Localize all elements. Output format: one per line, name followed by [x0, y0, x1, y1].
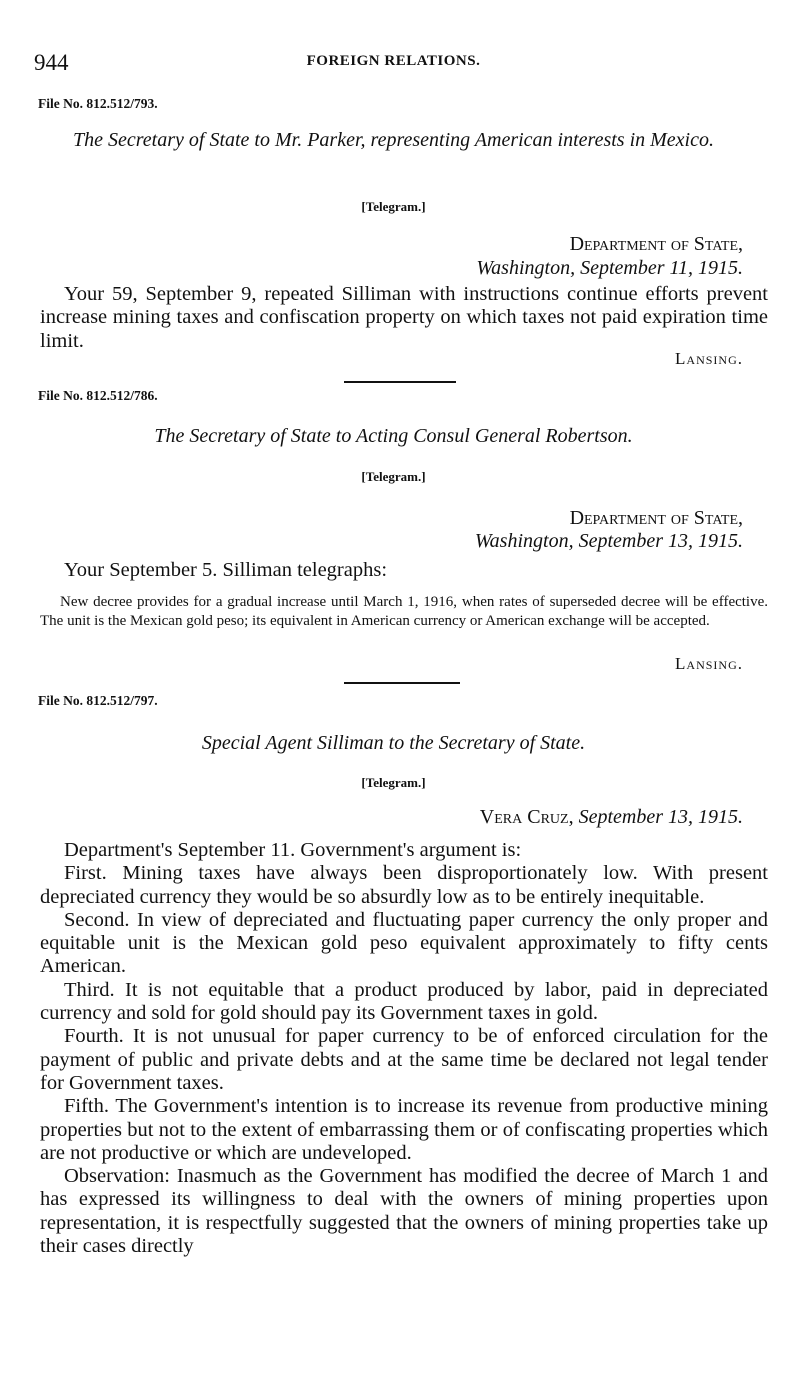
section-divider [344, 381, 456, 383]
dateline-place: Vera Cruz, [479, 806, 574, 828]
body-paragraph: Third. It is not equitable that a product produced by labor, paid in depreciated currency and sold for gold should pay its Government taxes in gold. [40, 978, 768, 1025]
telegram-body [40, 559, 768, 582]
dateline-department: Department of State, [569, 507, 743, 529]
signature: Lansing. [675, 654, 743, 673]
signature: Lansing. [675, 349, 743, 368]
dateline-date: September 13, 1915. [578, 806, 743, 828]
document-heading: The Secretary of State to Mr. Parker, representing American interests in Mexico. [73, 129, 714, 151]
dateline [480, 806, 743, 829]
quote-paragraph: New decree provides for a gradual increase until March 1, 1916, when rates of superseded decree will be effective. The unit is the Mexican gold peso; its equivalent in American currency or American exchange will be accepted. [40, 594, 768, 629]
file-number: File No. 812.512/797. [38, 693, 158, 708]
running-title: FOREIGN RELATIONS. [306, 53, 481, 69]
body-paragraph: Fourth. It is not unusual for paper currency to be of enforced circulation for the payment of public and private debts and at the same time be declared not legal tender for Government taxes. [40, 1025, 768, 1094]
telegram-label: [Telegram.] [361, 775, 426, 790]
page-number: 944 [34, 50, 69, 75]
section-divider [344, 682, 460, 684]
body-paragraph: Observation: Inasmuch as the Government has modified the decree of March 1 and has expressed its willingness to deal with the owners of mining properties upon representation, it is respectfully suggested that the owners of mining properties take up their cases directly [40, 1165, 768, 1258]
dateline-place-date: Washington, September 11, 1915. [476, 257, 743, 279]
file-number: File No. 812.512/786. [38, 388, 158, 403]
telegram-label: [Telegram.] [361, 469, 426, 484]
body-paragraph: Department's September 11. Government's argument is: [64, 839, 522, 861]
dateline-department: Department of State, [569, 233, 743, 255]
body-paragraph: Fifth. The Government's intention is to increase its revenue from productive mining properties but not to the extent of embarrassing them or of confiscating properties which are not productive or which are undeveloped. [40, 1095, 768, 1164]
body-paragraph: Second. In view of depreciated and fluctuating paper currency the only proper and equitable unit is the Mexican gold peso equivalent approximately to fifty cents American. [40, 908, 768, 978]
telegram-body [40, 283, 768, 353]
body-paragraph: Your 59, September 9, repeated Silliman with instructions continue efforts prevent increase mining taxes and confiscation property on which taxes not paid expiration time limit. [40, 283, 768, 352]
dateline-place-date: Washington, September 13, 1915. [474, 530, 743, 552]
telegram-body [40, 839, 768, 1258]
file-number: File No. 812.512/793. [38, 96, 158, 111]
telegram-label: [Telegram.] [361, 199, 426, 214]
document-heading: Special Agent Silliman to the Secretary of State. [201, 732, 586, 754]
body-paragraph: Your September 5. Silliman telegraphs: [64, 559, 388, 581]
document-heading: The Secretary of State to Acting Consul General Robertson. [154, 425, 633, 447]
body-paragraph: First. Mining taxes have always been disproportionately low. With present depreciated currency they would be so absurdly low as to be entirely inequitable. [40, 862, 768, 908]
quoted-decree [40, 593, 768, 631]
